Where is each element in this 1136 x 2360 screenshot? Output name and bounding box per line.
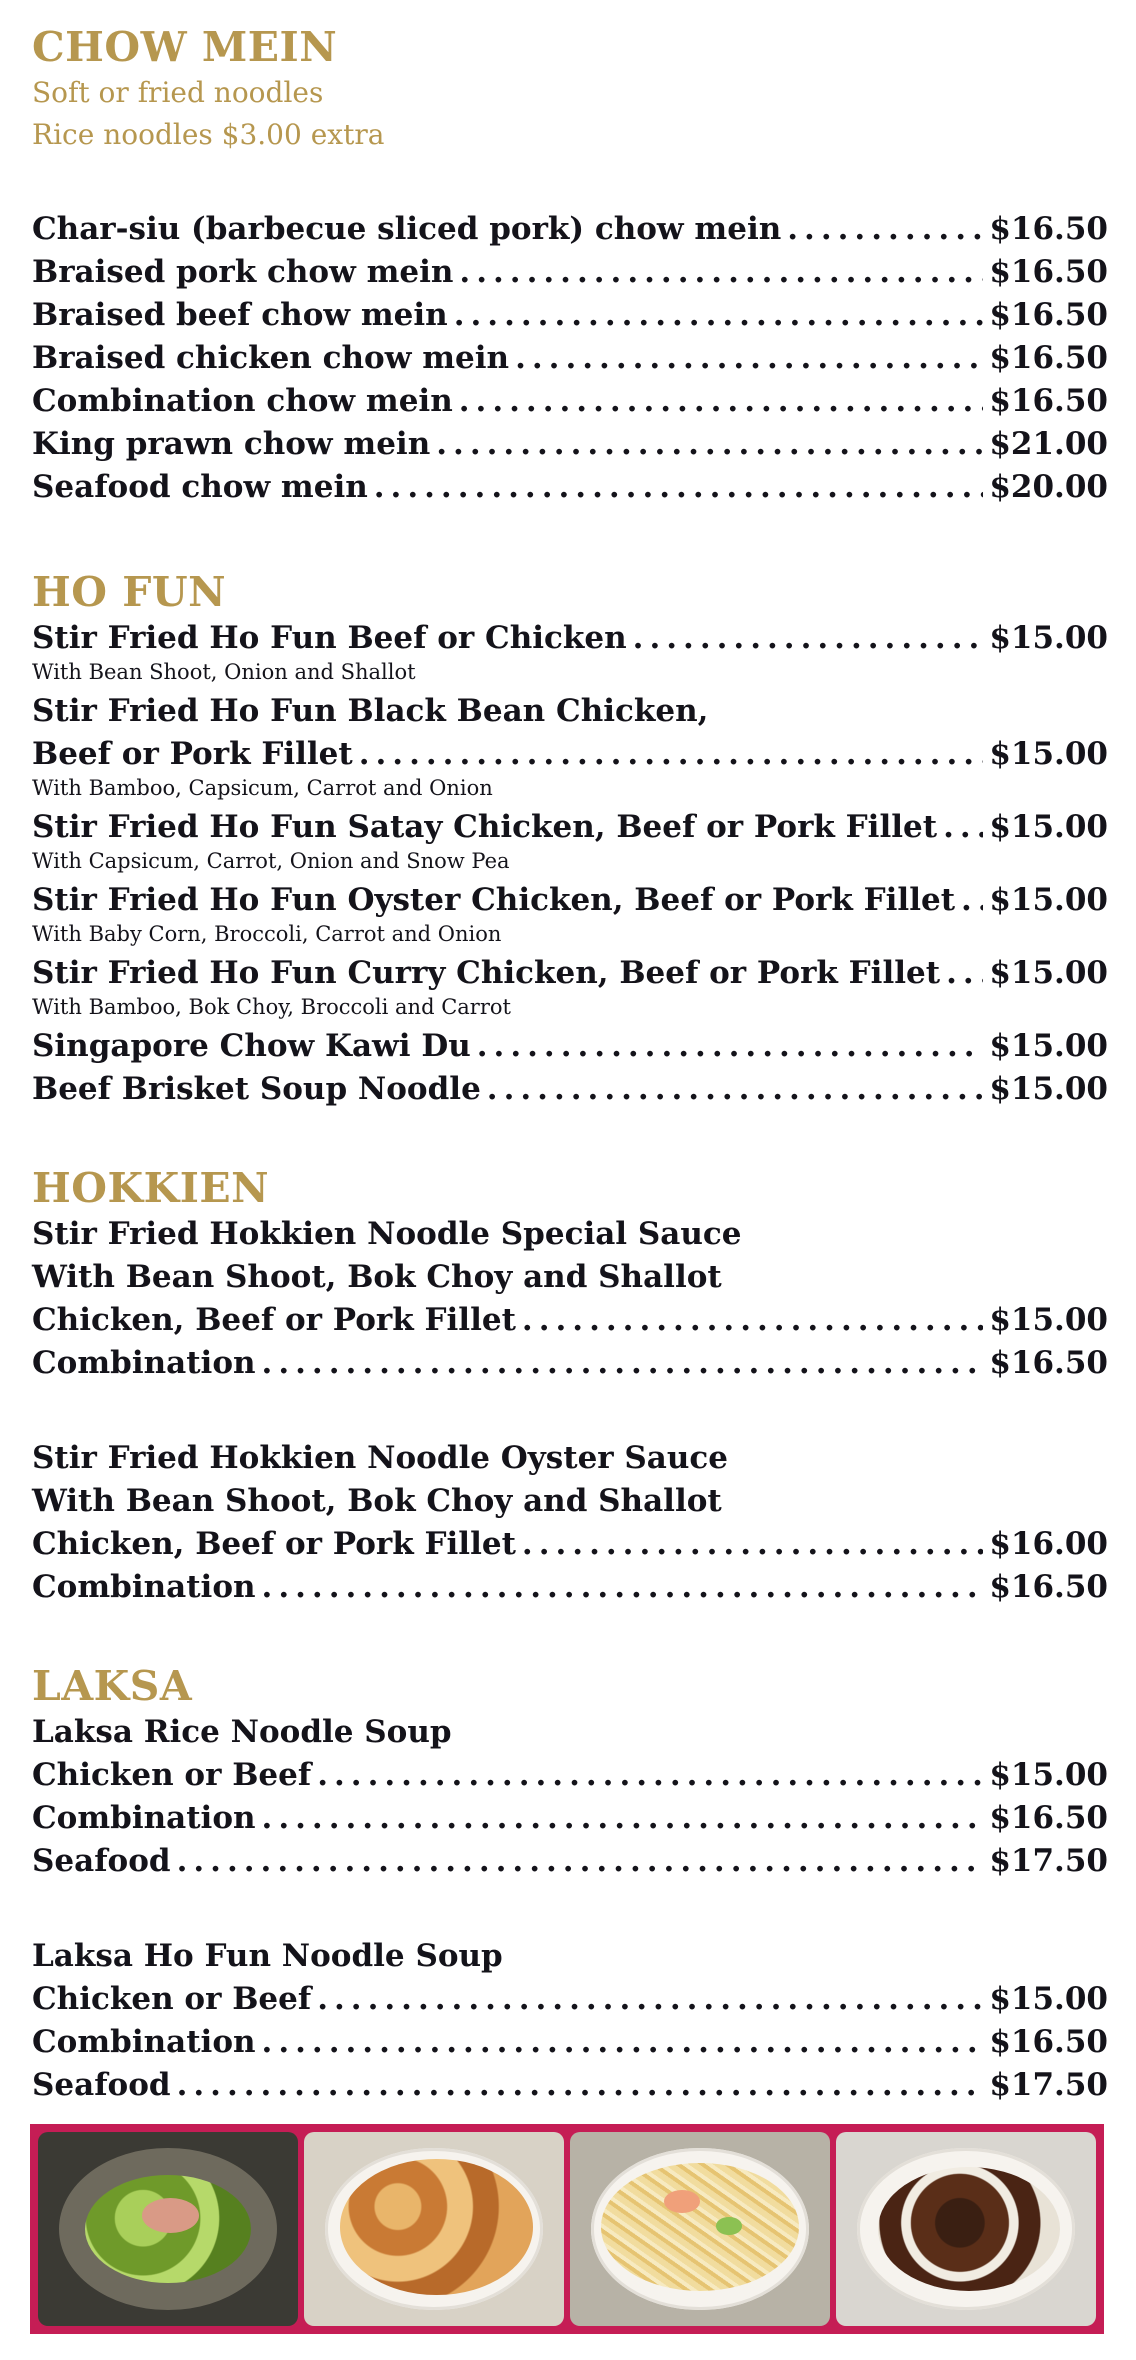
food-photo-bok-choy: [38, 2132, 298, 2326]
section-subtitle: Rice noodles $3.00 extra: [32, 118, 385, 151]
dot-leader: [522, 1299, 983, 1342]
section-title: LAKSA: [32, 1662, 193, 1710]
dot-leader: [961, 879, 983, 922]
menu-item: [32, 1299, 1108, 1342]
dot-leader: [459, 380, 984, 423]
menu-item: [32, 294, 1108, 337]
item-description: With Bamboo, Bok Choy, Broccoli and Carrot: [32, 995, 511, 1019]
item-price: $16.00: [989, 1526, 1108, 1562]
menu-item: [32, 1754, 1108, 1797]
dot-leader: [459, 251, 983, 294]
section-chow-mein: [32, 22, 1108, 509]
item-name: Seafood: [32, 1843, 171, 1879]
dot-leader: [374, 466, 984, 509]
menu-item: [32, 806, 1108, 849]
menu-item: [32, 423, 1108, 466]
item-name: Chicken or Beef: [32, 1757, 312, 1793]
item-name: Combination: [32, 1800, 256, 1836]
menu-item: [32, 1978, 1108, 2021]
group-heading: Laksa Rice Noodle Soup: [32, 1714, 452, 1750]
item-price: $16.50: [989, 383, 1108, 419]
section-laksa: [32, 1661, 1108, 2107]
item-description: With Baby Corn, Broccoli, Carrot and Onion: [32, 922, 502, 946]
item-price: $15.00: [989, 1028, 1108, 1064]
item-name: Stir Fried Ho Fun Oyster Chicken, Beef or Pork Fillet: [32, 882, 956, 918]
dot-leader: [477, 1025, 984, 1068]
item-price: $15.00: [989, 1071, 1108, 1107]
menu-item: [32, 337, 1108, 380]
item-price: $15.00: [989, 1757, 1108, 1793]
item-price: $15.00: [989, 1981, 1108, 2017]
item-name: Singapore Chow Kawi Du: [32, 1028, 471, 1064]
group-heading: With Bean Shoot, Bok Choy and Shallot: [32, 1483, 722, 1519]
item-price: $16.50: [989, 297, 1108, 333]
menu-item: [32, 952, 1108, 995]
menu-item: [32, 1840, 1108, 1883]
menu-item: [32, 1025, 1108, 1068]
dot-leader: [262, 2021, 984, 2064]
item-description: With Bamboo, Capsicum, Carrot and Onion: [32, 776, 493, 800]
item-price: $16.50: [989, 1569, 1108, 1605]
group-heading: Stir Fried Hokkien Noodle Oyster Sauce: [32, 1440, 729, 1476]
menu-item: [32, 2064, 1108, 2107]
menu-item: [32, 208, 1108, 251]
item-name: Stir Fried Ho Fun Satay Chicken, Beef or Pork Fillet: [32, 809, 938, 845]
item-name: Char-siu (barbecue sliced pork) chow mein: [32, 211, 782, 247]
item-price: $15.00: [989, 736, 1108, 772]
group-heading: Stir Fried Hokkien Noodle Special Sauce: [32, 1216, 742, 1252]
menu-item: [32, 733, 1108, 776]
item-name: Chicken, Beef or Pork Fillet: [32, 1526, 516, 1562]
menu-item: [32, 617, 1108, 660]
menu-item: [32, 1068, 1108, 1111]
item-price: $16.50: [989, 1800, 1108, 1836]
menu-item: [32, 380, 1108, 423]
menu-item: [32, 251, 1108, 294]
food-photo-fried-chicken: [304, 2132, 564, 2326]
item-name: Combination: [32, 2024, 256, 2060]
item-price: $15.00: [989, 620, 1108, 656]
group-heading: With Bean Shoot, Bok Choy and Shallot: [32, 1259, 722, 1295]
dot-leader: [262, 1566, 984, 1609]
dot-leader: [946, 952, 983, 995]
food-photo-beef: [836, 2132, 1096, 2326]
dot-leader: [633, 617, 984, 660]
section-title: CHOW MEIN: [32, 23, 338, 71]
dot-leader: [359, 733, 984, 776]
dot-leader: [943, 806, 983, 849]
item-price: $15.00: [989, 955, 1108, 991]
dot-leader: [177, 2064, 984, 2107]
item-name: Beef or Pork Fillet: [32, 736, 353, 772]
item-price: $16.50: [989, 211, 1108, 247]
dot-leader: [487, 1068, 984, 1111]
dot-leader: [522, 1523, 983, 1566]
item-name: Chicken, Beef or Pork Fillet: [32, 1302, 516, 1338]
menu-item: [32, 1566, 1108, 1609]
section-title: HOKKIEN: [32, 1164, 270, 1212]
item-name: Seafood: [32, 2067, 171, 2103]
dot-leader: [177, 1840, 984, 1883]
item-name-line: Stir Fried Ho Fun Black Bean Chicken,: [32, 693, 709, 729]
item-name: Stir Fried Ho Fun Curry Chicken, Beef or Pork Fillet: [32, 955, 941, 991]
item-price: $21.00: [989, 426, 1108, 462]
menu-item: [32, 1523, 1108, 1566]
dot-leader: [262, 1342, 984, 1385]
item-name: Beef Brisket Soup Noodle: [32, 1071, 481, 1107]
item-name: Combination: [32, 1345, 256, 1381]
section-hokkien: [32, 1163, 1108, 1609]
dot-leader: [317, 1754, 983, 1797]
food-photo-noodles: [570, 2132, 830, 2326]
dot-leader: [317, 1978, 983, 2021]
menu-item: [32, 2021, 1108, 2064]
item-price: $20.00: [989, 469, 1108, 505]
item-name: King prawn chow mein: [32, 426, 431, 462]
item-price: $15.00: [989, 882, 1108, 918]
menu-item: [32, 466, 1108, 509]
dot-leader: [787, 208, 983, 251]
food-photo-strip: [30, 2124, 1104, 2334]
section-title: HO FUN: [32, 568, 227, 616]
dot-leader: [262, 1797, 984, 1840]
item-description: With Capsicum, Carrot, Onion and Snow Pea: [32, 849, 510, 873]
item-name: Combination chow mein: [32, 383, 453, 419]
item-price: $15.00: [989, 809, 1108, 845]
item-name: Stir Fried Ho Fun Beef or Chicken: [32, 620, 627, 656]
menu-item: [32, 879, 1108, 922]
item-price: $17.50: [989, 1843, 1108, 1879]
section-ho-fun: [32, 567, 1108, 1111]
item-name: Combination: [32, 1569, 256, 1605]
item-name: Braised pork chow mein: [32, 254, 454, 290]
menu-item: [32, 1342, 1108, 1385]
item-price: $16.50: [989, 254, 1108, 290]
dot-leader: [436, 423, 983, 466]
item-name: Braised beef chow mein: [32, 297, 448, 333]
item-price: $17.50: [989, 2067, 1108, 2103]
dot-leader: [454, 294, 984, 337]
item-name: Chicken or Beef: [32, 1981, 312, 2017]
menu-page: [32, 22, 1108, 2107]
dot-leader: [515, 337, 983, 380]
group-heading: Laksa Ho Fun Noodle Soup: [32, 1938, 503, 1974]
item-price: $16.50: [989, 1345, 1108, 1381]
section-subtitle: Soft or fried noodles: [32, 76, 324, 109]
item-price: $16.50: [989, 340, 1108, 376]
item-name: Seafood chow mein: [32, 469, 368, 505]
item-description: With Bean Shoot, Onion and Shallot: [32, 660, 416, 684]
item-price: $15.00: [989, 1302, 1108, 1338]
item-name: Braised chicken chow mein: [32, 340, 510, 376]
menu-item: [32, 1797, 1108, 1840]
item-price: $16.50: [989, 2024, 1108, 2060]
